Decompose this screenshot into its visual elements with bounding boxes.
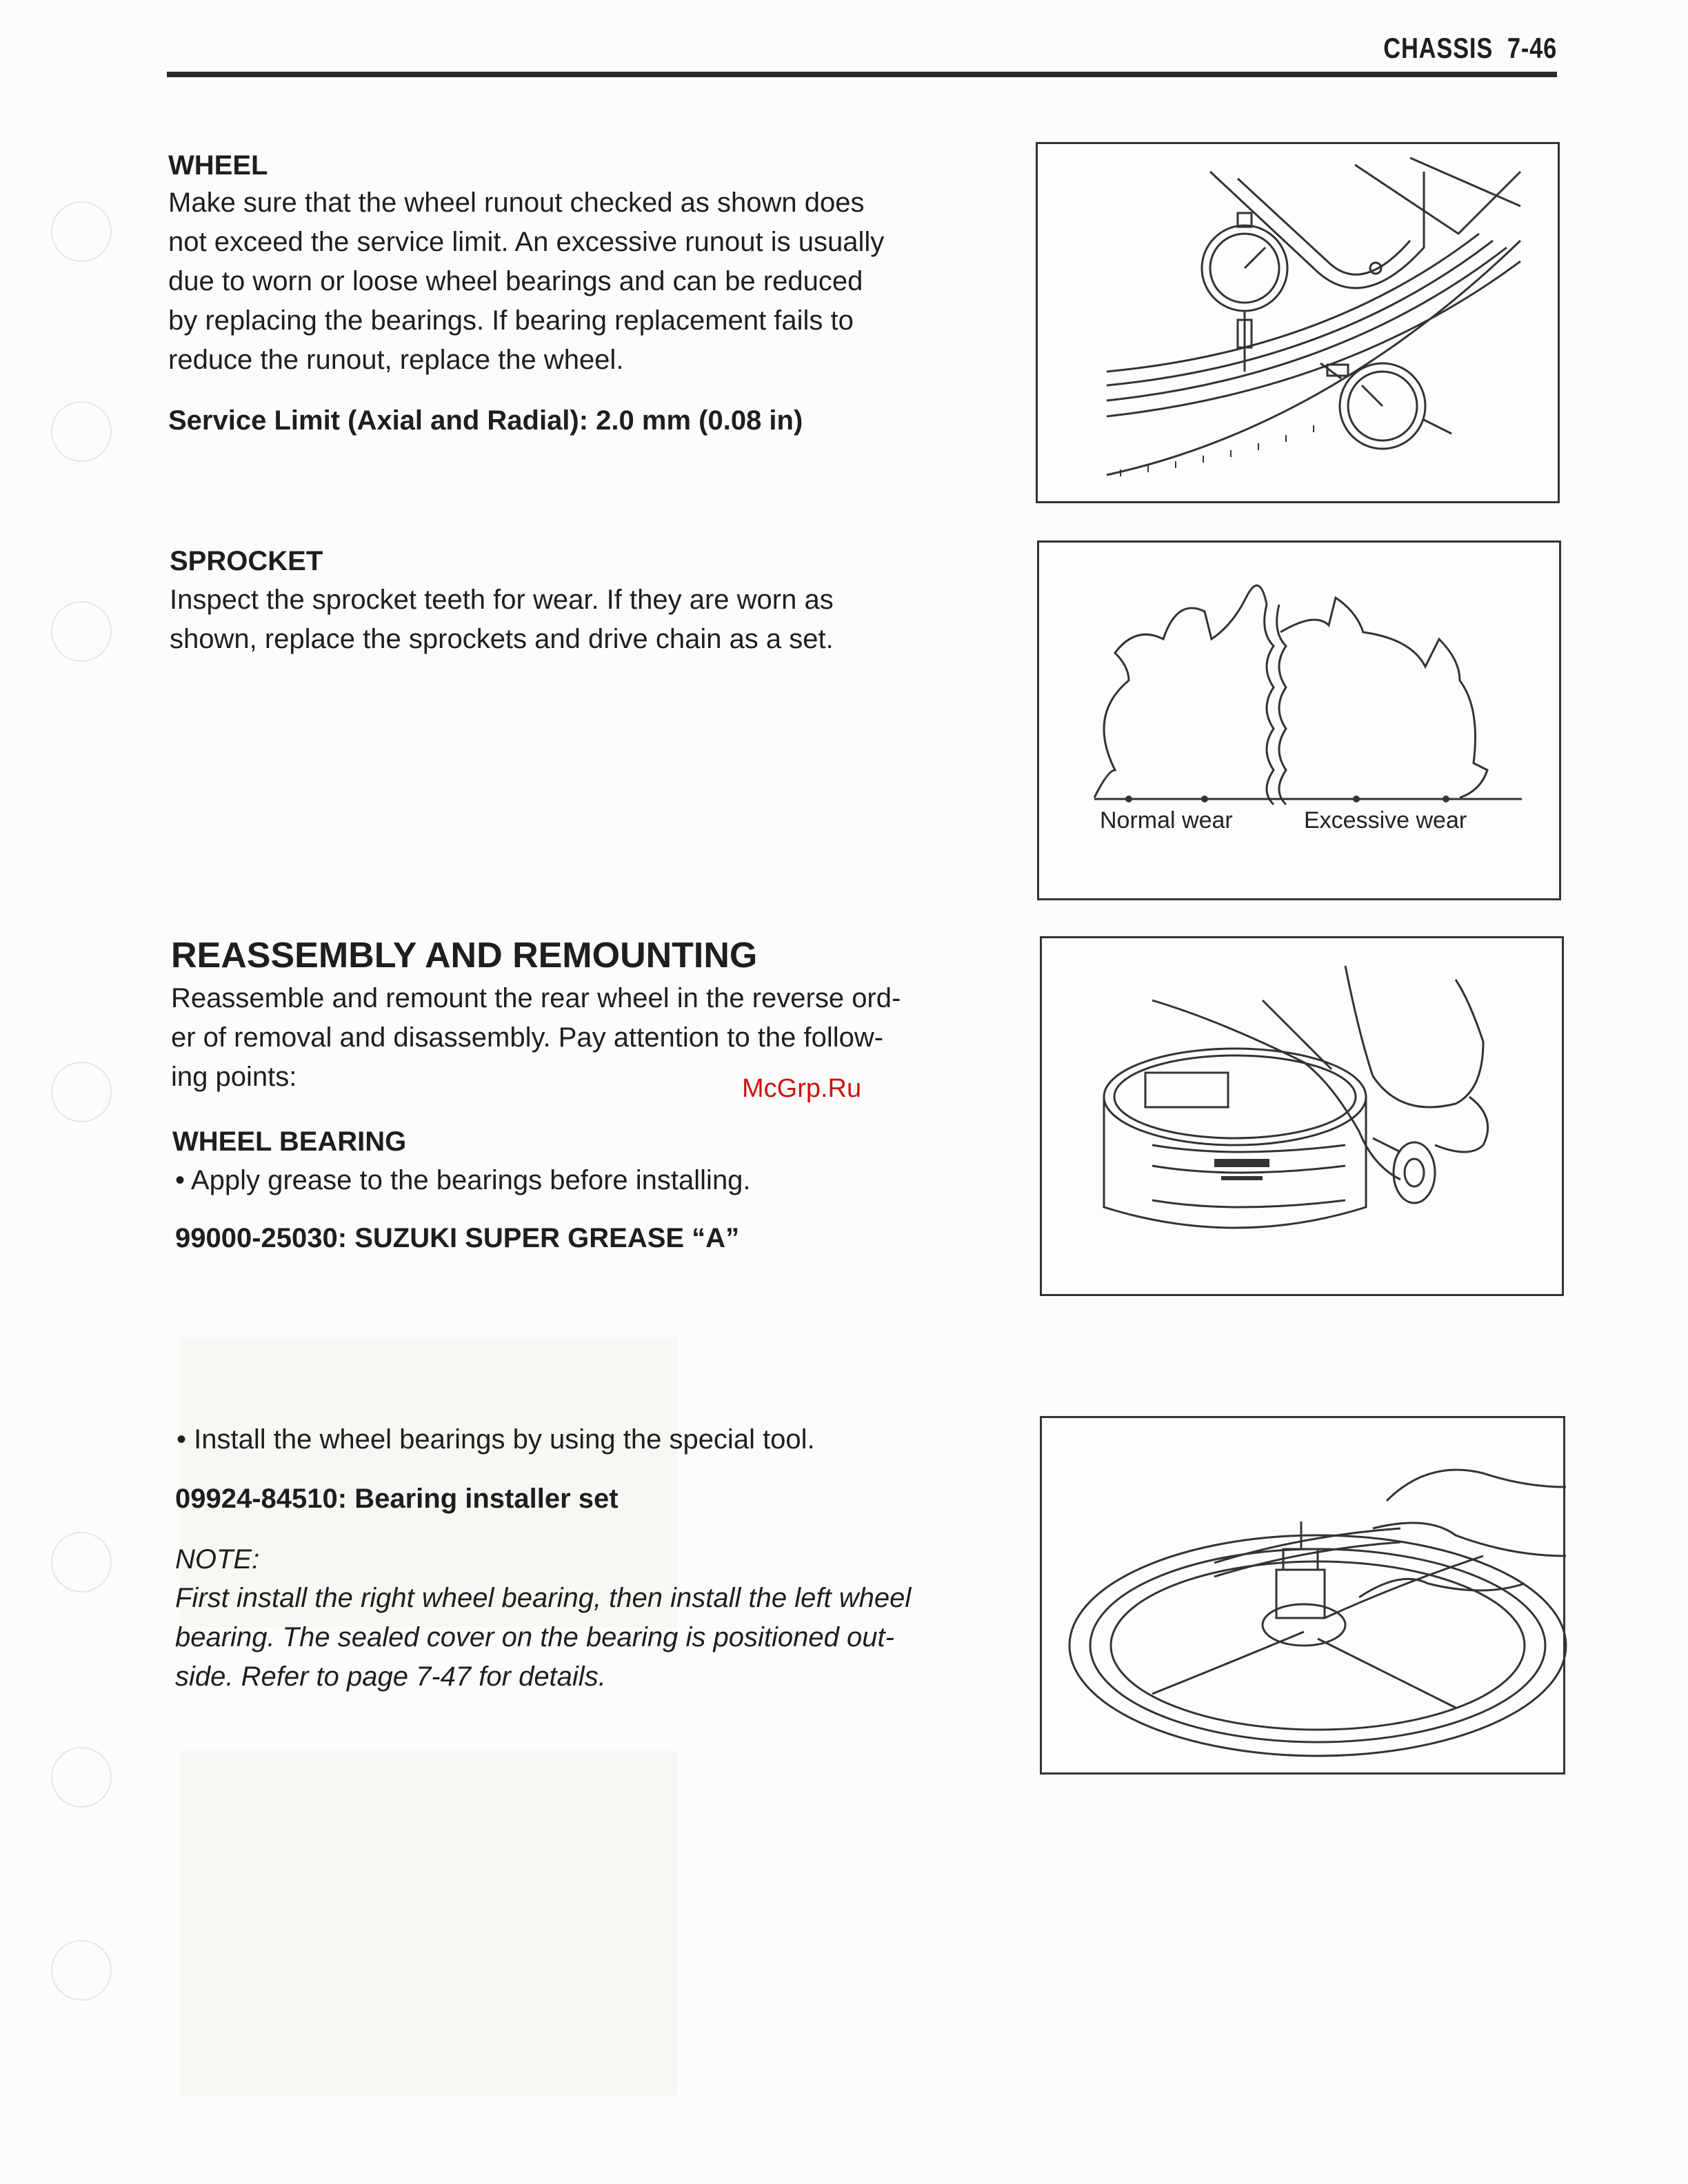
grease-can-illustration (1042, 938, 1566, 1298)
wheel-heading: WHEEL (168, 150, 268, 181)
grease-part-number: 99000-25030: SUZUKI SUPER GREASE “A” (175, 1223, 740, 1253)
text-line: shown, replace the sprockets and drive chain as a set. (170, 624, 834, 654)
text-line: side. Refer to page 7-47 for details. (175, 1661, 606, 1692)
sprocket-teeth-illustration (1039, 543, 1563, 902)
normal-wear-label: Normal wear (1100, 807, 1233, 833)
text-line: Make sure that the wheel runout checked as shown does (168, 188, 865, 218)
wheel-paragraph (168, 183, 996, 380)
dial-gauge-illustration (1038, 144, 1562, 505)
sprocket-heading: SPROCKET (170, 546, 323, 576)
binder-hole (51, 601, 112, 662)
service-limit-spec: Service Limit (Axial and Radial): 2.0 mm (0.08 in) (168, 405, 803, 436)
text-line: not exceed the service limit. An excessive runout is usually (168, 227, 885, 257)
sprocket-wear-figure (1037, 540, 1561, 900)
binder-hole (51, 1940, 112, 2001)
tool-part-number: 09924-84510: Bearing installer set (175, 1484, 619, 1514)
text-line: reduce the runout, replace the wheel. (168, 345, 624, 375)
text-line: Reassemble and remount the rear wheel in the reverse ord- (171, 983, 901, 1013)
grease-bullet: • Apply grease to the bearings before installing. (175, 1161, 1003, 1200)
text-line: due to worn or loose wheel bearings and can be reduced (168, 266, 863, 296)
binder-hole (51, 1062, 112, 1122)
binder-hole (51, 201, 112, 262)
wheel-runout-figure (1036, 142, 1560, 503)
note-label: NOTE: (175, 1544, 260, 1575)
text-line: Inspect the sprocket teeth for wear. If they are worn as (170, 585, 834, 615)
reassembly-heading: REASSEMBLY AND REMOUNTING (171, 936, 758, 975)
reassembly-paragraph (171, 979, 998, 1097)
install-bullet: • Install the wheel bearings by using the special tool. (177, 1420, 1004, 1459)
greasing-figure (1040, 936, 1564, 1296)
binder-hole (51, 401, 112, 462)
header-rule (167, 72, 1557, 77)
page-number: 7-46 (1507, 32, 1557, 64)
section-title: CHASSIS (1383, 32, 1494, 64)
text-line: er of removal and disassembly. Pay attention to the follow- (171, 1022, 884, 1053)
show-through-shade (181, 1751, 677, 2096)
text-line: First install the right wheel bearing, then install the left wheel (175, 1583, 912, 1613)
binder-hole (51, 1747, 112, 1808)
wheel-bearing-heading: WHEEL BEARING (172, 1126, 407, 1157)
watermark: McGrp.Ru (742, 1074, 862, 1103)
sprocket-paragraph (170, 580, 997, 659)
text-line: ing points: (171, 1062, 297, 1092)
binder-hole (51, 1532, 112, 1593)
text-line: by replacing the bearings. If bearing replacement fails to (168, 305, 854, 336)
wheel-installer-illustration (1042, 1418, 1567, 1777)
excessive-wear-label: Excessive wear (1304, 807, 1467, 833)
page-header (1383, 32, 1557, 65)
text-line: bearing. The sealed cover on the bearing is positioned out- (175, 1622, 894, 1652)
bearing-installer-figure (1040, 1416, 1565, 1775)
note-text (175, 1579, 1003, 1697)
